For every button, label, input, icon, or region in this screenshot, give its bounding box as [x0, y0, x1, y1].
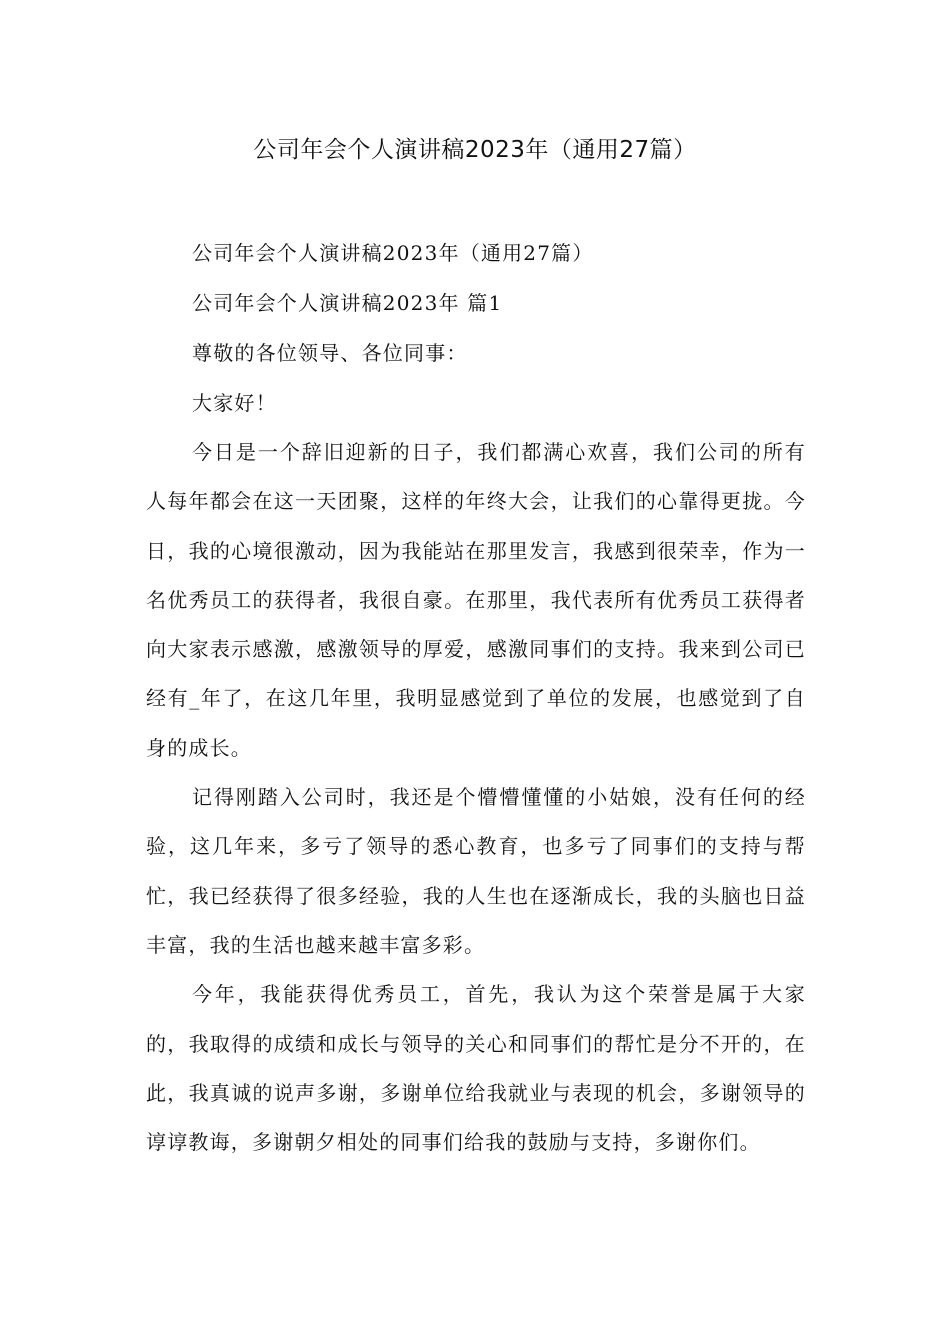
subtitle-line: 公司年会个人演讲稿2023年（通用27篇） — [192, 241, 594, 265]
document-body — [146, 228, 806, 1167]
paragraph-1: 今日是一个辞旧迎新的日子，我们都满心欢喜，我们公司的所有人每年都会在这一天团聚，这样的年终大会，让我们的心靠得更拢。今日，我的心境很激动，因为我能站在那里发言，我感到很荣幸，作为一名优秀员工的获得者，我很自豪。在那里，我代表所有优秀员工获得者向大家表示感激，感激领导的厚爱，感激同事们的支持。我来到公司已经有_年了，在这几年里，我明显感觉到了单位的发展，也感觉到了自身的成长。 — [146, 440, 806, 760]
salutation: 尊敬的各位领导、各位同事： — [192, 341, 468, 365]
section-heading: 公司年会个人演讲稿2023年 篇1 — [192, 291, 503, 315]
greeting: 大家好！ — [192, 391, 277, 415]
paragraph-2: 记得刚踏入公司时，我还是个懵懵懂懂的小姑娘，没有任何的经验，这几年来，多亏了领导的悉心教育，也多亏了同事们的支持与帮忙，我已经获得了很多经验，我的人生也在逐渐成长，我的头脑也日益丰富，我的生活也越来越丰富多彩。 — [146, 785, 806, 957]
document-title: 公司年会个人演讲稿2023年（通用27篇） — [253, 137, 697, 163]
paragraph-3: 今年，我能获得优秀员工，首先，我认为这个荣誉是属于大家的，我取得的成绩和成长与领导的关心和同事们的帮忙是分不开的，在此，我真诚的说声多谢，多谢单位给我就业与表现的机会，多谢领导的谆谆教诲，多谢朝夕相处的同事们给我的鼓励与支持，多谢你们。 — [146, 982, 806, 1155]
